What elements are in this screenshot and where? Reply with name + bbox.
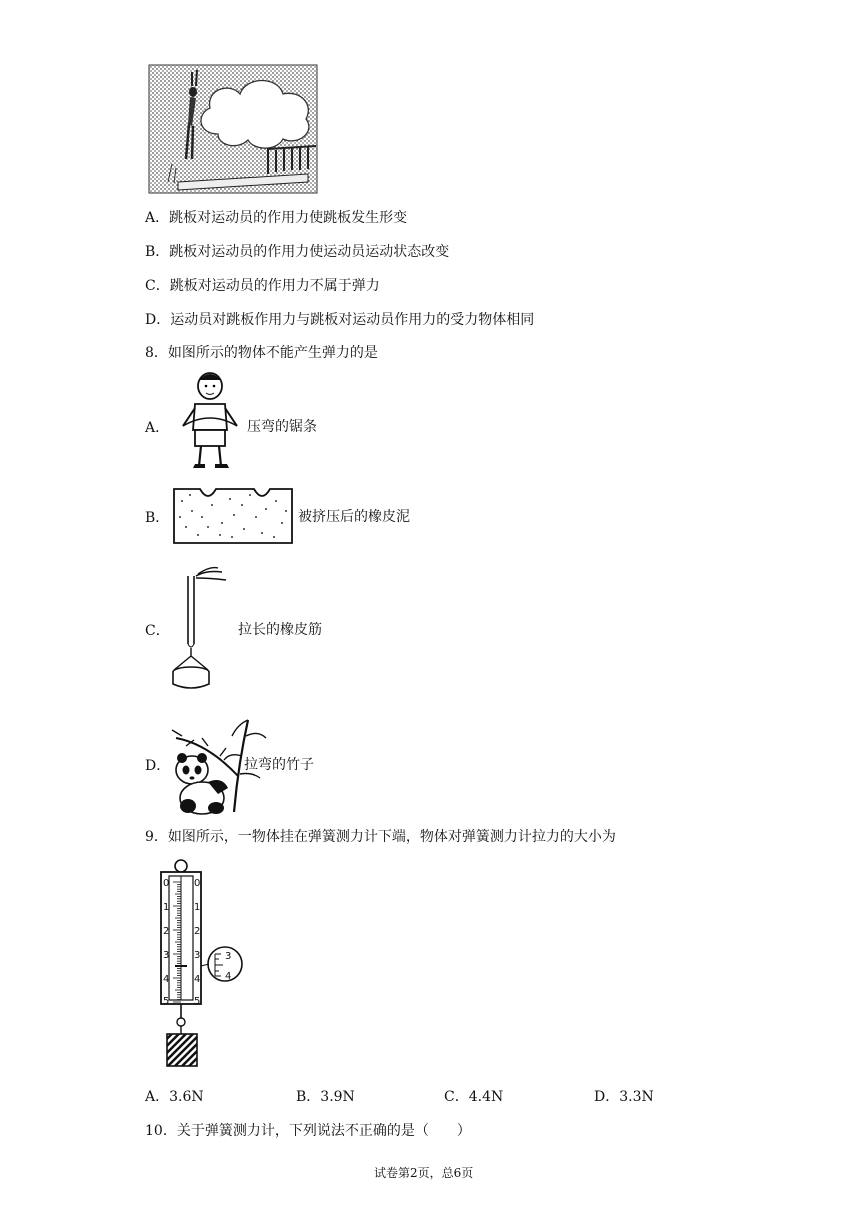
scale-right-0: 0: [194, 878, 201, 889]
q8-option-b-text: 被挤压后的橡皮泥: [298, 509, 410, 525]
q9-stem: 9．如图所示，一物体挂在弹簧测力计下端，物体对弹簧测力计拉力的大小为: [145, 829, 616, 845]
q8-option-c-letter: C．: [145, 623, 170, 639]
scale-right-5: 5: [194, 996, 201, 1007]
q8-option-d-text: 拉弯的竹子: [244, 757, 314, 773]
q8-option-a-letter: A．: [145, 420, 170, 436]
q7-option-b: B．跳板对运动员的作用力使运动员运动状态改变: [145, 244, 450, 260]
zoom-number-3: 3: [225, 951, 232, 962]
page-footer: 试卷第2页，总6页: [374, 1166, 474, 1180]
q9-option-a: A．3.6N: [145, 1089, 204, 1105]
q7-option-c: C．跳板对运动员的作用力不属于弹力: [145, 278, 380, 294]
q7-option-d: D．运动员对跳板作用力与跳板对运动员作用力的受力物体相同: [145, 312, 535, 328]
q10-stem: 10．关于弹簧测力计，下列说法不正确的是（ ）: [145, 1123, 471, 1139]
q9-option-c: C．4.4N: [444, 1089, 504, 1105]
rubber-band-weight-figure: [166, 566, 230, 694]
scale-left-3: 3: [163, 950, 170, 961]
scale-right-1: 1: [194, 902, 201, 913]
q8-option-c-text: 拉长的橡皮筋: [238, 622, 322, 638]
spring-scale-figure: [155, 858, 247, 1070]
boy-bending-saw-figure: [175, 368, 245, 478]
q8-option-a-text: 压弯的锯条: [247, 419, 317, 435]
scale-right-3: 3: [194, 950, 201, 961]
scale-left-4: 4: [163, 974, 170, 985]
q9-option-b: B．3.9N: [296, 1089, 355, 1105]
scale-left-0: 0: [163, 878, 170, 889]
clay-block-figure: [172, 487, 294, 545]
diving-board-figure: [148, 64, 318, 194]
scale-right-2: 2: [194, 926, 201, 937]
q8-option-d-letter: D．: [145, 758, 171, 774]
q7-option-a: A．跳板对运动员的作用力使跳板发生形变: [145, 210, 408, 226]
scale-right-4: 4: [194, 974, 201, 985]
q8-stem: 8．如图所示的物体不能产生弹力的是: [145, 345, 378, 361]
zoom-number-4: 4: [225, 971, 232, 982]
q9-option-d: D．3.3N: [594, 1089, 654, 1105]
scale-left-1: 1: [163, 902, 170, 913]
scale-left-5: 5: [163, 996, 170, 1007]
q8-option-b-letter: B．: [145, 510, 170, 526]
scale-left-2: 2: [163, 926, 170, 937]
